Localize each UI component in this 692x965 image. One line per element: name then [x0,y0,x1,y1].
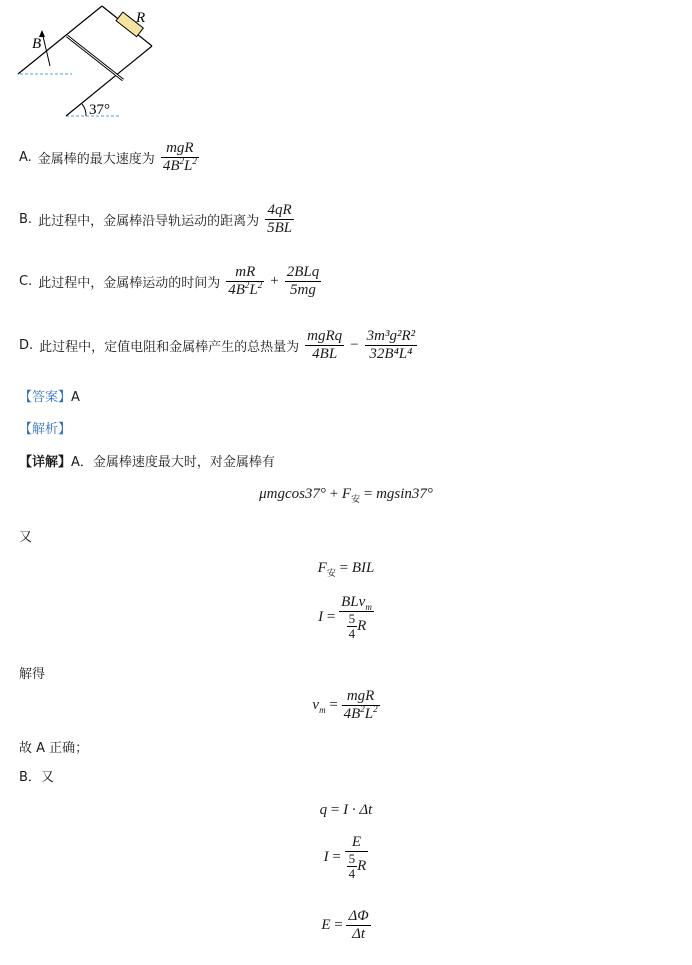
option-c-text: 此过程中，金属棒运动的时间为 [38,276,221,291]
option-d-fraction-2: $\frac{\text{3m³g²R²}}{\text{32B⁴L⁴}}$ [366,328,416,362]
equation-current-emf: I = E $\frac{5}{4}$ R [323,834,367,881]
angle-label: 37° [89,102,110,118]
analysis-label: 解析 [32,422,59,437]
answer-value: A [71,390,80,405]
option-b-text: 此过程中，金属棒沿导轨运动的距离为 [38,214,260,229]
option-a-text: 金属棒的最大速度为 [37,152,155,167]
resistor-label: R [136,10,146,26]
equation-emf: E = $\frac{\Delta\Phi}{\Delta t}$ [321,908,369,942]
analysis-heading: 【解析】 [19,422,72,437]
detail-line [19,451,275,470]
option-b [19,202,294,237]
option-d-fraction-1: $\frac{\text{mgRq}}{4BL}$ [307,328,343,362]
option-b-letter: B. [19,212,33,227]
option-a-formula: $\frac{\text{mgR}}{4B^2L^2}$ [162,140,197,174]
magnetic-field-label: B [32,36,42,52]
equation-current: I = BLv$_m$ $\frac{5}{4}$ R [318,594,372,641]
option-a-letter: A. [19,150,32,165]
option-a [19,140,199,175]
option-b-formula: $\frac{4qR}{5BL}$ [267,202,293,236]
option-c-plus: + [270,273,279,289]
equation-max-velocity: $v_m$ = $\frac{\text{mgR}}{4B^2L^2}$ [312,688,378,722]
incline-diagram [10,4,170,122]
you-label-1: 又 [19,530,33,545]
option-c-letter: C. [19,274,33,289]
jiede-label: 解得 [19,667,46,682]
option-c [19,264,321,299]
option-d-text: 此过程中，定值电阻和金属棒产生的总热量为 [39,340,300,355]
answer-line: 【答案】A [19,390,80,405]
b-again: B．又 [19,770,54,785]
equation-ampere-force: $F_安$ = BIL [317,560,375,578]
option-c-fraction-2: $\frac{\text{2BLq}}{5mg}$ [286,264,320,298]
option-c-fraction-1: $\frac{mR}{4B^2L^2}$ [228,264,263,298]
detail-heading: 【详解】 [19,455,72,470]
option-d-letter: D. [19,338,34,353]
option-d-minus: − [350,337,359,353]
conclusion-a: 故 A 正确； [19,741,89,756]
answer-label: 答案 [32,390,59,405]
equation-charge: q = I · Δt [319,802,373,818]
equation-force-balance: $\mu mgcos37^\circ + F_安 = mgsin37^\circ$ [259,486,433,504]
detail-text: A．金属棒速度最大时，对金属棒有 [71,455,275,470]
option-d [19,328,417,363]
